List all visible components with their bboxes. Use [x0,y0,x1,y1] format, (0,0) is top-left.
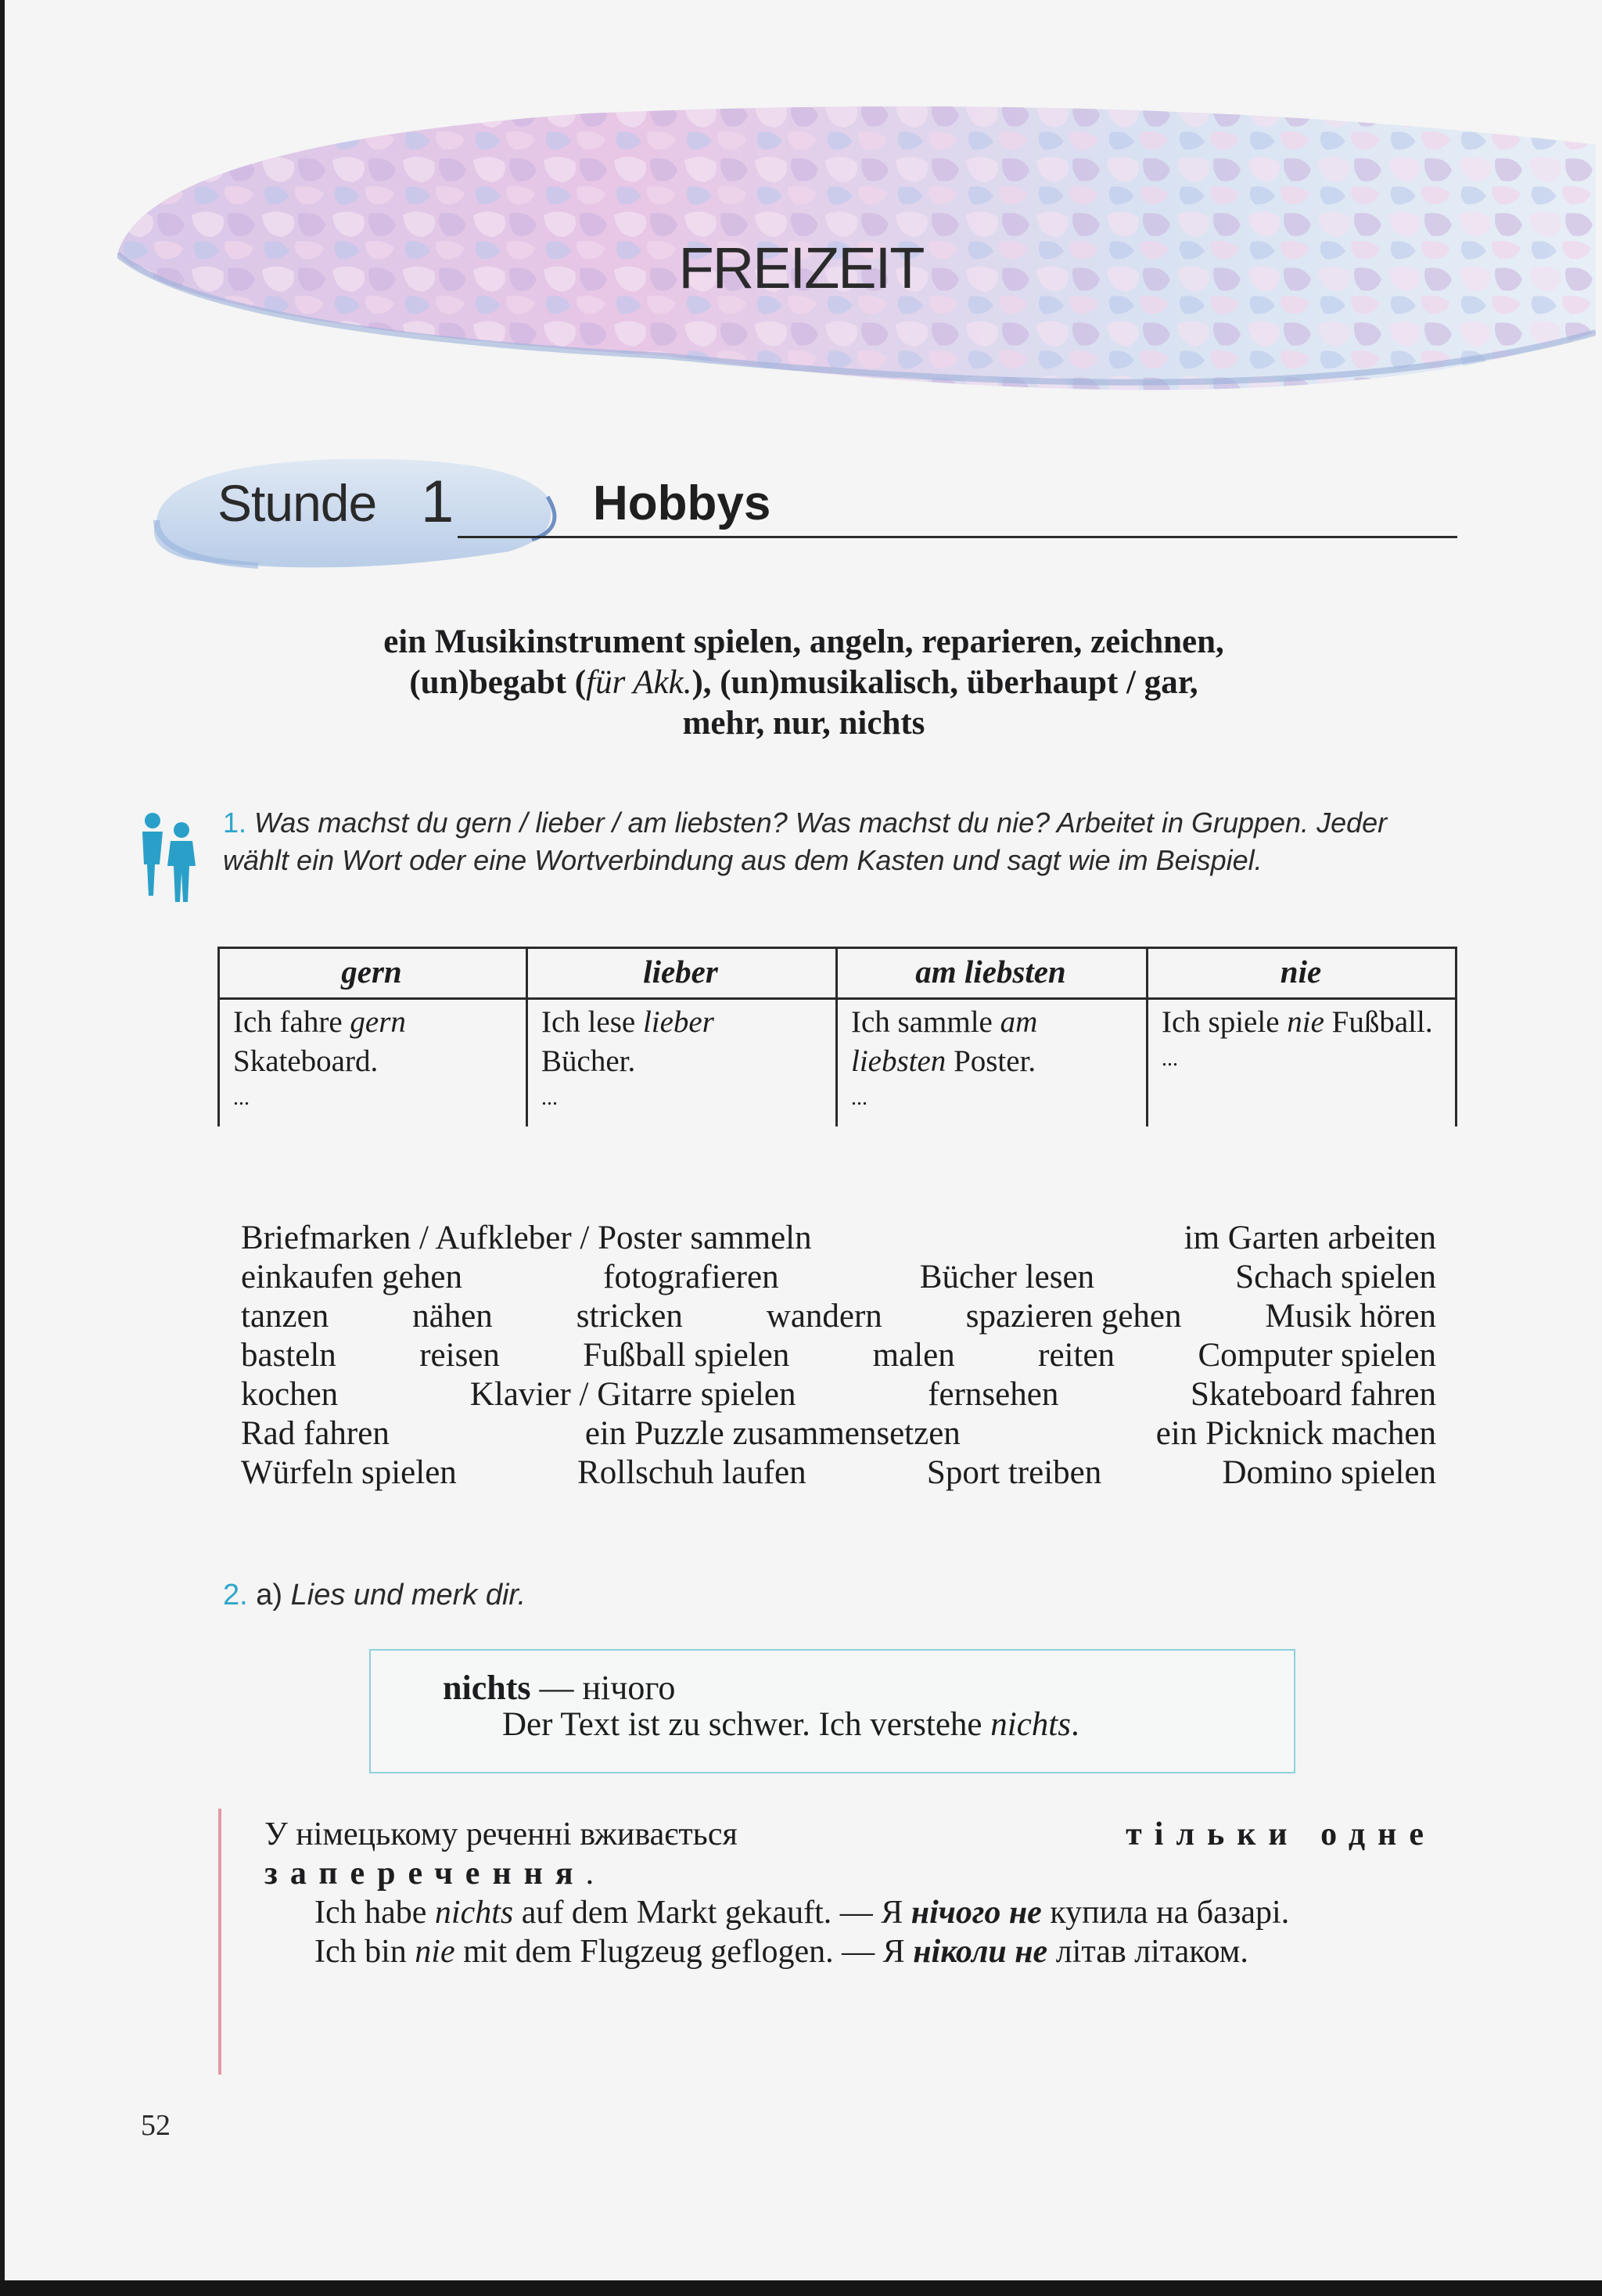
note-line: У німецькому реченні вживається тільки одне [264,1816,1436,1852]
word-box-line: einkaufen gehen fotografieren Bücher lesen Schach spielen [241,1259,1436,1295]
table-header: gern [341,954,402,990]
rule-box [369,1649,1295,1773]
lesson-number: 1 [421,469,454,535]
vocabulary-line: mehr, nur, nichts [682,705,925,742]
vocabulary-list [188,622,1420,744]
word-box-line: kochen Klavier / Gitarre spielen fernsehen Skateboard fahren [241,1376,1436,1413]
group-work-icon [133,810,203,904]
table-header: lieber [643,954,718,990]
word-box-line: Briefmarken / Aufkleber / Poster sammeln im Garten arbeiten [241,1220,1436,1256]
word-box-line: basteln reisen Fußball spielen malen reiten Computer spielen [241,1337,1436,1374]
table-cell: Ich fahre gern Skateboard. ... [233,1005,406,1110]
word-box-line: Würfeln spielen Rollschuh laufen Sport treiben Domino spielen [241,1454,1436,1491]
note-line: заперечення. [264,1856,594,1892]
chapter-title: FREIZEIT [678,235,924,300]
table-cell: Ich spiele nie Fußball. ... [1162,1005,1433,1071]
lesson-underline [458,536,1457,538]
scan-edge-left [0,0,5,2296]
rule-word-line: nichts — нічого [443,1669,676,1707]
table-header: am liebsten [915,954,1066,990]
lesson-label: Stunde [217,474,377,532]
word-box-line: Rad fahren ein Puzzle zusammensetzen ein Picknick machen [241,1415,1436,1452]
task-2-instruction: 2. a) Lies und merk dir. [223,1579,526,1612]
note-example: Ich bin nie mit dem Flugzeug geflogen. — Я ніколи не літав літаком. [314,1934,1248,1970]
table-cell: Ich sammle am liebsten Poster. ... [851,1005,1038,1110]
example-table [217,947,1457,1126]
page-number: 52 [141,2109,171,2142]
vocabulary-line: ein Musikinstrument spielen, angeln, reparieren, zeichnen, [383,623,1224,660]
table-cell: Ich lese lieber Bücher. ... [541,1005,714,1110]
rule-example: Der Text ist zu schwer. Ich verstehe nichts. [502,1706,1079,1743]
word-box-line: tanzen nähen stricken wandern spazieren gehen Musik hören [241,1298,1436,1335]
table-header: nie [1280,954,1322,990]
task-1-instruction: 1. Was machst du gern / lieber / am liebsten? Was machst du nie? Arbeitet in Gruppen. Jeder wählt ein Wort oder eine Wortverbindung aus dem Kasten und sagt wie im Beispiel. [223,807,1388,876]
grammar-note [264,1815,1436,1971]
scan-edge-bottom [0,2280,1602,2296]
lesson-topic: Hobbys [593,476,771,530]
note-margin-bar [218,1809,221,2075]
note-example: Ich habe nichts auf dem Markt gekauft. — Я нічого не купила на базарі. [314,1895,1290,1931]
vocabulary-line: (un)begabt (für Akk.), (un)musikalisch, überhaupt / gar, [409,664,1198,701]
